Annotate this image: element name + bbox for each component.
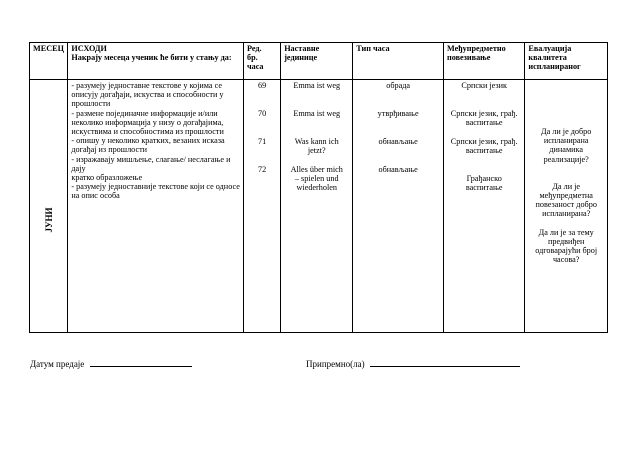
lesson-type-cell <box>353 80 444 333</box>
unit-line: wiederholen <box>296 183 337 193</box>
header-lesson-number <box>243 43 280 80</box>
header-row <box>30 43 608 80</box>
outcome-line: неколико информација у низу о догађајима, <box>71 117 224 127</box>
evaluation-question <box>528 182 604 219</box>
eval-line: реализације? <box>543 154 589 164</box>
outcome-line: догађај из прошлости <box>71 145 148 155</box>
header-outcomes-sub: Накрају месеца ученик ће бити у стању да: <box>71 53 232 63</box>
evaluation-question <box>528 127 604 164</box>
outcome-line: прошлости <box>71 99 111 109</box>
outcome-line: - разумеју једноставне текстове у којима се <box>71 81 222 90</box>
unit-line: – spielen und <box>294 174 339 184</box>
unit-item <box>281 137 352 155</box>
header-unit-line: Наставне <box>284 44 320 53</box>
unit-line: Emma ist weg <box>293 81 341 90</box>
unit-line: jetzt? <box>307 146 326 156</box>
relation-line: Грађанско <box>466 174 502 183</box>
eval-line: предвиђен <box>548 236 585 246</box>
relation-item <box>444 137 524 155</box>
outcome-line: - опишу у неколико кратких, везаних исказа <box>71 136 225 146</box>
prepared-by-line[interactable] <box>370 357 520 367</box>
header-num-line: Ред. <box>246 44 262 53</box>
unit-item <box>281 109 352 118</box>
outcome-line: кратко образложење <box>71 172 143 182</box>
header-eval-line: испланираног <box>528 62 581 72</box>
lesson-number: 71 <box>257 137 267 146</box>
relation-line: васпитање <box>465 118 503 128</box>
relation-line: Српски језик, грађ. <box>450 109 518 118</box>
header-rel-line: повезивање <box>446 53 491 63</box>
eval-line: међупредметна <box>539 190 593 200</box>
lesson-type: обнављање <box>378 137 418 146</box>
eval-line: Да ли је за тему <box>538 227 594 237</box>
month-label: ЈУНИ <box>43 207 54 233</box>
relation-line: Српски језик, грађ. <box>450 137 518 146</box>
header-evaluation <box>525 43 608 80</box>
relation-item <box>444 109 524 127</box>
header-num-line: часа <box>246 62 264 72</box>
submission-date-label: Датум предаје <box>30 359 85 369</box>
eval-line: часова? <box>552 255 580 265</box>
header-lesson-type: Тип часа <box>353 43 444 80</box>
evaluation-question <box>528 228 604 265</box>
header-num-line: бр. <box>246 53 258 63</box>
lesson-type: утврђивање <box>377 109 419 118</box>
units-cell <box>281 80 353 333</box>
outcome-line: - разумеју једноставније текстове који се односе <box>71 182 240 192</box>
lesson-type: обрада <box>386 81 411 90</box>
outcomes-cell <box>68 80 244 333</box>
eval-line: испланирана? <box>542 209 591 219</box>
relation-item <box>444 81 524 90</box>
header-eval-line: квалитета <box>528 53 567 63</box>
header-month: МЕСЕЦ <box>30 43 68 80</box>
eval-line: одговарајући број <box>535 245 598 255</box>
header-relations <box>443 43 524 80</box>
header-units <box>281 43 353 80</box>
outcome-line: описују догађаји, искуства и способности у <box>71 90 224 100</box>
month-cell <box>30 80 68 333</box>
lesson-number-cell <box>243 80 280 333</box>
lesson-number: 70 <box>257 109 267 118</box>
unit-line: Alles über mich <box>290 165 343 174</box>
eval-line: Да ли је добро <box>541 127 592 136</box>
relation-line: васпитање <box>465 183 503 193</box>
june-row <box>30 80 608 333</box>
unit-line: Emma ist weg <box>293 109 341 118</box>
outcome-line: - изражавају мишљење, слагање/ неслагање и дају <box>71 154 231 173</box>
header-outcomes-title: ИСХОДИ <box>71 44 107 53</box>
eval-line: динамика <box>549 145 583 155</box>
header-eval-line: Евалуација <box>528 44 572 53</box>
eval-line: повезаност добро <box>535 200 597 210</box>
outcome-line: искуствима и способностима из прошлости <box>71 126 224 136</box>
eval-line: Да ли је <box>552 181 581 191</box>
unit-line: Was kann ich <box>294 137 339 146</box>
evaluation-cell <box>525 80 608 333</box>
lesson-type: обнављање <box>378 165 418 174</box>
prepared-by-label: Припремно(ла) <box>306 359 365 369</box>
lesson-number: 69 <box>257 81 267 90</box>
submission-date-line[interactable] <box>90 357 192 367</box>
unit-item <box>281 81 352 90</box>
eval-line: испланирана <box>543 136 589 146</box>
header-outcomes <box>68 43 244 80</box>
relation-line: васпитање <box>465 146 503 156</box>
unit-item <box>281 165 352 193</box>
header-rel-line: Међупредметно <box>446 44 506 53</box>
plan-table <box>29 42 608 333</box>
relations-cell <box>443 80 524 333</box>
outcome-line: - размене појединачне информације и/или <box>71 108 218 118</box>
submission-date <box>30 357 192 369</box>
outcome-line: на опис особа <box>71 191 120 201</box>
relation-line: Српски језик <box>461 81 507 90</box>
lesson-number: 72 <box>257 165 267 174</box>
header-unit-line: јединице <box>284 53 318 63</box>
relation-item <box>444 174 524 192</box>
prepared-by <box>306 357 520 369</box>
